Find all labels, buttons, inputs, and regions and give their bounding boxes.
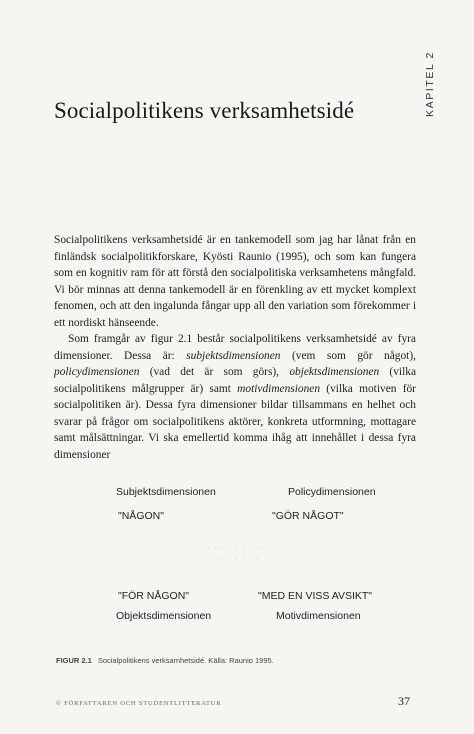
paragraph-2-term-motive: motivdimensionen (237, 382, 321, 395)
paragraph-2-segment: (vilka socialpolitikens målgrupper är) samt (54, 366, 416, 395)
figure-2-1 (100, 482, 380, 632)
paragraph-2-segment: (vem som gör något), (280, 349, 416, 362)
page-number: 37 (398, 694, 410, 708)
paragraph-1: Socialpolitikens verksamhetsidé är en tankemodell som jag har lånat från en finländsk socialpolitikforskare, Kyösti Raunio (1995), och som kan fungera som en kognitiv ram för att förstå den socialpolitiska verksamhetens mångfald. Vi bör minnas att denna tankemodell är en förenkling av ett mycket komplext fenomen, och att den ingalunda fångar upp all den variation som förekommer i ett nordiskt hänseende. (54, 234, 416, 329)
figure-motive-name: Motivdimensionen (276, 610, 361, 622)
figure-object-question: "FÖR NÅGON" (118, 590, 190, 602)
body-text (54, 232, 416, 463)
chapter-label: KAPITEL 2 (424, 51, 436, 117)
figure-subject-question: "NÅGON" (118, 510, 164, 522)
figure-policy-question: "GÖR NÅGOT" (272, 510, 344, 522)
paragraph-2-term-subject: subjektsdimensionen (186, 349, 281, 362)
paragraph-2-segment: (vilka motiven för socialpolitiken är). Dessa fyra dimensioner bildar tillsammans en helhet och svarar på frågor om socialpolitikens aktörer, konkreta utformning, mottagare samt målsättningar. Vi ska emellertid komma ihåg att innehållet i dessa fyra dimensioner (54, 382, 416, 461)
figure-center-watermark: · · · · · · · · · · · · · · · · (207, 543, 267, 563)
paragraph-2-term-object: objektsdimensionen (289, 366, 380, 378)
paragraph-2 (54, 331, 416, 463)
figure-motive-question: "MED EN VISS AVSIKT" (258, 590, 373, 602)
paragraph-2-segment: (vad det är som görs), (139, 366, 290, 378)
paragraph-2-term-policy: policydimensionen (54, 366, 140, 378)
chapter-tab (418, 48, 442, 126)
figure-policy-name: Policydimensionen (288, 486, 376, 498)
page-title: Socialpolitikens verksamhetsidé (54, 98, 355, 123)
figure-subject-name: Subjektsdimensionen (116, 486, 216, 498)
footer-publisher: © FÖRFATTAREN OCH STUDENTLITTERATUR (56, 700, 222, 707)
figure-caption (56, 656, 274, 665)
paragraph-2-segment: Som framgår av figur 2.1 består socialpolitikens verksamhetsidé av fyra dimensioner. Dessa är: (54, 333, 416, 362)
figure-caption-label: FIGUR 2.1 (56, 656, 92, 665)
figure-caption-text: Socialpolitikens verksamhetsidé. Källa: Raunio 1995. (97, 656, 274, 665)
figure-object-name: Objektsdimensionen (116, 610, 212, 622)
